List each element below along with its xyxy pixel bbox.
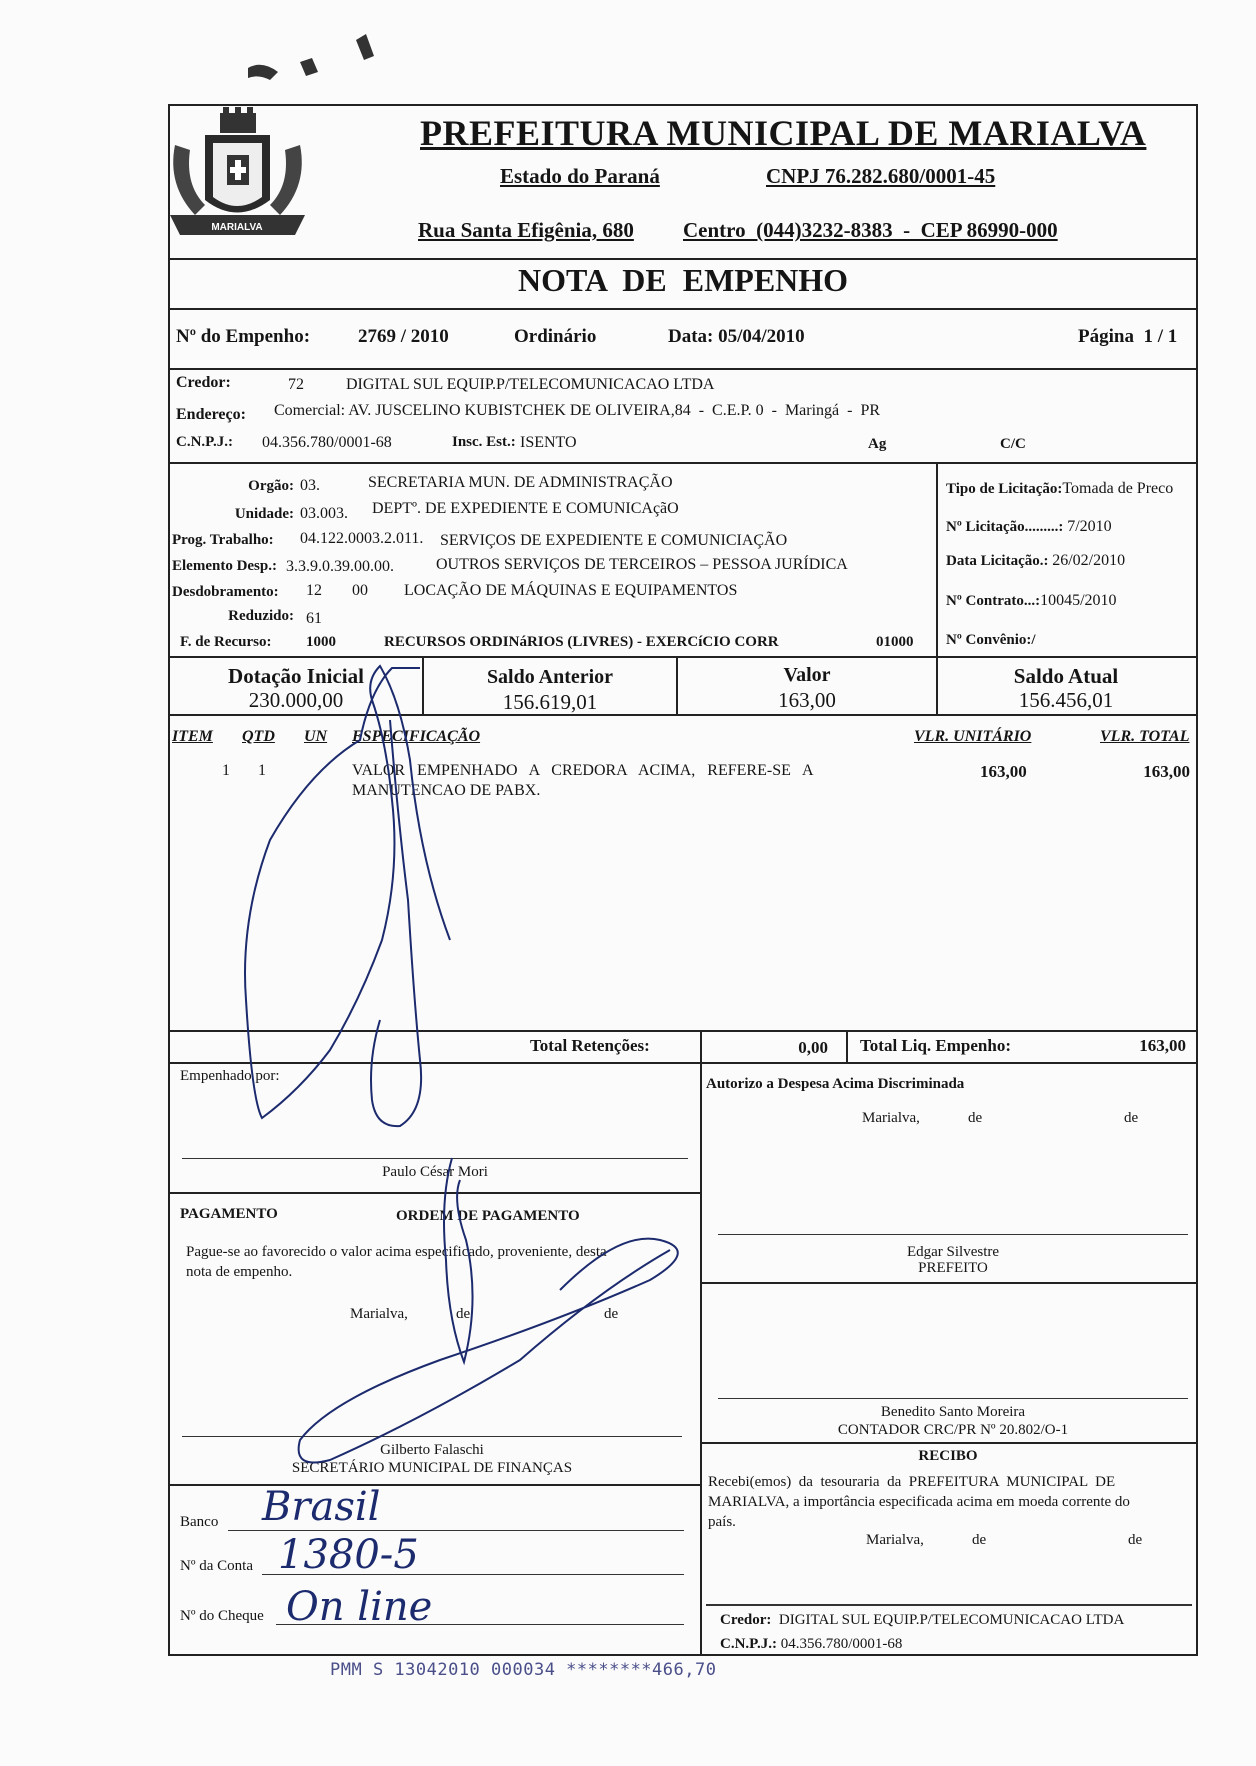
unidade-label: Unidade: xyxy=(234,506,294,522)
desdobramento-code: 12 xyxy=(306,582,322,599)
contrato xyxy=(946,592,1117,610)
empenho-number: 2769 / 2010 xyxy=(358,326,449,347)
empenhado-signer: Paulo César Mori xyxy=(382,1164,488,1180)
banco-handwritten: Brasil xyxy=(262,1484,381,1530)
tipo-licitacao-label-text: Tipo de Licitação: xyxy=(946,481,1063,497)
data-licitacao-label: Data Licitação.: xyxy=(946,553,1049,569)
recibo-signature-line xyxy=(706,1604,1192,1606)
contador-role: CONTADOR CRC/PR Nº 20.802/O-1 xyxy=(837,1422,1069,1438)
anterior-value: 156.619,01 xyxy=(502,690,598,714)
autorizo-bottom-border xyxy=(700,1282,1196,1284)
atual-label: Saldo Atual xyxy=(1013,664,1119,688)
recibo-credor-label: Credor: xyxy=(720,1612,772,1628)
empenhado-bottom-border xyxy=(168,1192,702,1194)
empenhado-signature-line xyxy=(182,1158,688,1159)
prefeitura-title: PREFEITURA MUNICIPAL DE MARIALVA xyxy=(420,113,1147,153)
pagamento-place: Marialva, xyxy=(350,1306,408,1322)
recibo-text-3: país. xyxy=(708,1514,736,1530)
elemento-code: 3.3.9.0.39.00.00. xyxy=(286,558,394,575)
cheque-label: Nº do Cheque xyxy=(180,1608,264,1624)
classificacao-divider xyxy=(936,462,938,658)
tipo-licitacao-label xyxy=(946,480,1173,498)
recibo-title: RECIBO xyxy=(918,1448,978,1464)
dotacao-label: Dotação Inicial xyxy=(228,664,364,688)
liquido-label: Total Liq. Empenho: xyxy=(860,1036,1011,1055)
autorizo-role: PREFEITO xyxy=(918,1260,988,1276)
num-licitacao-value: 7/2010 xyxy=(1067,518,1112,535)
totals-row xyxy=(168,1030,1198,1064)
pagamento-signer: Gilberto Falaschi xyxy=(380,1442,484,1458)
empenho-date: Data: 05/04/2010 xyxy=(668,326,805,347)
prog-code: 04.122.0003.2.011. xyxy=(300,530,424,547)
recibo-cnpj xyxy=(720,1636,902,1653)
atual-value: 156.456,01 xyxy=(1018,688,1114,712)
item-1-desc-line2: MANUTENCAO DE PABX. xyxy=(352,782,541,799)
state-label: Estado do Paraná xyxy=(500,164,660,188)
insc-value: ISENTO xyxy=(520,434,577,451)
item-1-unit: 163,00 xyxy=(980,762,1027,781)
credor-address: Comercial: AV. JUSCELINO KUBISTCHEK DE OLIVEIRA,84 - C.E.P. 0 - Maringá - PR xyxy=(274,402,881,419)
pagamento-de2: de xyxy=(604,1306,619,1322)
totals-divider-1 xyxy=(700,1030,702,1064)
credor-cnpj: 04.356.780/0001-68 xyxy=(262,434,392,451)
ag-label: Ag xyxy=(868,436,887,452)
data-licitacao xyxy=(946,552,1125,570)
pagamento-text-1: Pague-se ao favorecido o valor acima especificado, proveniente, desta xyxy=(186,1244,607,1260)
prog-label: Prog. Trabalho: xyxy=(172,532,274,548)
credor-name: DIGITAL SUL EQUIP.P/TELECOMUNICACAO LTDA xyxy=(346,376,715,393)
empenho-type: Ordinário xyxy=(514,326,597,347)
elemento-label: Elemento Desp.: xyxy=(172,558,277,574)
col-vlr-total: VLR. TOTAL xyxy=(1100,728,1190,745)
contador-signer: Benedito Santo Moreira xyxy=(880,1404,1026,1420)
recibo-de2: de xyxy=(1128,1532,1143,1548)
svg-text:MARIALVA: MARIALVA xyxy=(211,222,263,233)
ordem-pagamento-label: ORDEM DE PAGAMENTO xyxy=(396,1208,580,1224)
data-licitacao-value: 26/02/2010 xyxy=(1052,552,1126,569)
recibo-place: Marialva, xyxy=(866,1532,924,1548)
recibo-credor-value: DIGITAL SUL EQUIP.P/TELECOMUNICACAO LTDA xyxy=(778,1612,1125,1628)
recurso-code: 1000 xyxy=(306,634,336,650)
col-espec: ESPECIFICAÇÃO xyxy=(352,728,481,745)
unidade-desc: DEPTº. DE EXPEDIENTE E COMUNICAçãO xyxy=(372,500,679,517)
credor-label: Credor: xyxy=(176,374,231,391)
item-1-desc-line1: VALOR EMPENHADO A CREDORA ACIMA, REFERE-SE A xyxy=(352,762,814,779)
reduzido-code: 61 xyxy=(306,610,322,627)
col-un: UN xyxy=(304,728,328,745)
desdobramento-desc: LOCAÇÃO DE MÁQUINAS E EQUIPAMENTOS xyxy=(404,582,738,599)
num-licitacao xyxy=(946,518,1112,536)
col-item: ITEM xyxy=(172,728,213,745)
recibo-cnpj-value: 04.356.780/0001-68 xyxy=(780,1636,903,1652)
col-qtd: QTD xyxy=(242,728,275,745)
recurso-code2: 01000 xyxy=(876,634,914,650)
empenho-label: Nº do Empenho: xyxy=(176,326,311,347)
recibo-de1: de xyxy=(972,1532,987,1548)
contador-bottom-border xyxy=(700,1442,1196,1444)
autorizo-signer: Edgar Silvestre xyxy=(906,1244,1000,1260)
pagamento-text-2: nota de empenho. xyxy=(186,1264,293,1280)
autorizo-de1: de xyxy=(968,1110,983,1126)
empenhado-label: Empenhado por: xyxy=(180,1068,280,1084)
contrato-label: Nº Contrato...: xyxy=(946,593,1041,609)
reduzido-label: Reduzido: xyxy=(228,608,294,624)
pagamento-role: SECRETÁRIO MUNICIPAL DE FINANÇAS xyxy=(291,1460,573,1476)
cnpj-label: C.N.P.J.: xyxy=(176,434,233,450)
insc-label: Insc. Est.: xyxy=(452,434,516,450)
doc-title: NOTA DE EMPENHO xyxy=(517,262,849,298)
num-licitacao-label: Nº Licitação.........: xyxy=(946,519,1064,535)
banco-label: Banco xyxy=(180,1514,219,1530)
liquido-value: 163,00 xyxy=(1139,1036,1186,1055)
recibo-text-1: Recebi(emos) da tesouraria da PREFEITURA MUNICIPAL DE xyxy=(708,1474,1116,1490)
pagamento-de1: de xyxy=(456,1306,471,1322)
conta-handwritten: 1380-5 xyxy=(278,1532,419,1578)
orgao-code: 03. xyxy=(300,477,320,494)
col-vlr-unit: VLR. UNITÁRIO xyxy=(914,728,1032,745)
elemento-desc: OUTROS SERVIÇOS DE TERCEIROS – PESSOA JURÍDICA xyxy=(436,556,848,573)
recibo-text-2: MARIALVA, a importância especificada acima em moeda corrente do xyxy=(708,1494,1130,1510)
pagamento-bottom-border xyxy=(168,1484,702,1486)
totals-divider-2 xyxy=(846,1030,848,1064)
valor-label: Valor xyxy=(783,664,831,686)
recibo-cnpj-label: C.N.P.J.: xyxy=(720,1636,777,1652)
recibo-credor xyxy=(720,1612,1124,1629)
endereco-label: Endereço: xyxy=(176,406,246,423)
valor-value: 163,00 xyxy=(778,688,836,712)
anterior-label: Saldo Anterior xyxy=(486,666,614,688)
unidade-code: 03.003. xyxy=(300,505,348,522)
contrato-value: 10045/2010 xyxy=(1040,592,1117,609)
recurso-label: F. de Recurso: xyxy=(180,634,272,650)
conta-label: Nº da Conta xyxy=(180,1558,253,1574)
desdobramento-label: Desdobramento: xyxy=(172,584,279,600)
cc-label: C/C xyxy=(1000,436,1026,452)
credor-code: 72 xyxy=(288,376,304,393)
empenho-page: Página 1 / 1 xyxy=(1078,326,1178,347)
cnpj-prefeitura: CNPJ 76.282.680/0001-45 xyxy=(766,164,996,188)
cheque-handwritten: On line xyxy=(286,1584,433,1630)
item-1-total: 163,00 xyxy=(1143,762,1190,781)
convenio-label: Nº Convênio:/ xyxy=(946,632,1036,648)
banco-line xyxy=(228,1530,684,1531)
retencoes-label: Total Retenções: xyxy=(530,1036,650,1055)
autorizo-signature-line xyxy=(718,1234,1188,1235)
retencoes-value: 0,00 xyxy=(798,1038,828,1057)
pagamento-signature-line xyxy=(182,1436,682,1437)
recurso-desc: RECURSOS ORDINáRIOS (LIVRES) - EXERCíCIO CORR xyxy=(384,634,779,650)
orgao-label: Orgão: xyxy=(248,478,294,494)
item-1-item: 1 xyxy=(222,762,230,779)
autorizo-label: Autorizo a Despesa Acima Discriminada xyxy=(706,1076,965,1092)
address-street: Rua Santa Efigênia, 680 xyxy=(418,218,634,242)
dotacao-value: 230.000,00 xyxy=(248,688,344,712)
mechanical-stamp: PMM S 13042010 000034 ********466,70 xyxy=(330,1660,717,1680)
item-1-qtd: 1 xyxy=(258,762,266,779)
desdobramento-code2: 00 xyxy=(352,582,368,599)
pagamento-label: PAGAMENTO xyxy=(180,1206,278,1222)
address-district-phone: Centro (044)3232-8383 - CEP 86990-000 xyxy=(683,218,1058,242)
tipo-licitacao-value: Tomada de Preco xyxy=(1062,480,1174,497)
orgao-desc: SECRETARIA MUN. DE ADMINISTRAÇÃO xyxy=(368,474,673,491)
prog-desc: SERVIÇOS DE EXPEDIENTE E COMUNICIAÇÃO xyxy=(440,532,788,549)
autorizo-place: Marialva, xyxy=(862,1110,920,1126)
autorizo-de2: de xyxy=(1124,1110,1139,1126)
contador-signature-line xyxy=(718,1398,1188,1399)
lower-divider xyxy=(700,1062,702,1656)
